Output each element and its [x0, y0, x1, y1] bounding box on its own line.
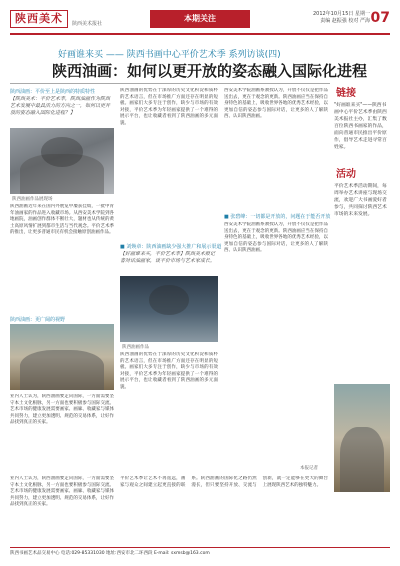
portrait-photo [10, 128, 114, 194]
article-author: 本报记者 [300, 466, 318, 471]
masthead-divider [10, 33, 390, 35]
right-subhead: ■ 张碧峰：一切都是开放的，问题在于能否开放 [224, 214, 331, 220]
artwork-photo [120, 276, 218, 342]
left-lede: 【陕西美术：平价艺术季，陕西油画作为陕西艺术发展中最具活力的方向之一，如何以更开放的姿态融入国际化进程？】 [10, 96, 111, 116]
sidebar-painting [334, 384, 390, 492]
left-section2-head: 陕西油画：更广阔的视野 [10, 317, 66, 323]
photo-caption: 陕西油画作品展现场 [12, 197, 53, 202]
painting-photo [10, 324, 114, 390]
date-line: 2012年10月15日 星期一 [312, 11, 370, 17]
sidebar-event-body: 平价艺术季活动期间，每周举办艺术讲座与现场交流，欢迎广大书画爱好者参与，共同探讨陕西艺术市场的未来发展。 [334, 184, 387, 217]
left-body-2: 业内人士认为，陕西油画要走向国际，一方面需要坚守本土文化根脉，另一方面也要积极参与国际交流。艺术市场的健康发展需要画家、画廊、收藏家与媒体共同努力，建立更加透明、规范的交易体系，让好作品找到真正的买家。 [10, 394, 114, 425]
sidebar [334, 78, 390, 218]
page-number: 07 [370, 10, 390, 26]
mid-body: 陕西油画的优势在于深厚的历史文化积淀和质朴的艺术语言，但在市场推广方面还存在明显的短板。画家们大多专注于创作，缺少与市场的有效对接，平价艺术季为年轻画家提供了一个难得的展示平台，也让收藏者看到了陕西油画的多元面貌。 [120, 352, 218, 390]
bottom-left-body: 业内人士认为，陕西油画要走向国际，一方面需要坚守本土文化根脉，另一方面也要积极参与国际交流。艺术市场的健康发展需要画家、画廊、收藏家与媒体共同努力，建立更加透明、规范的交易体系，让好作品找到真正的买家。 [10, 476, 114, 507]
mid-body-intro: 陕西油画的优势在于深厚的历史文化积淀和质朴的艺术语言，但在市场推广方面还存在明显的短板。画家们大多专注于创作，缺少与市场的有效对接，平价艺术季为年轻画家提供了一个难得的展示平台，也让收藏者看到了陕西油画的多元面貌。 [120, 88, 218, 126]
mid-subhead: ■ 刘焕章：陕西油画缺少强大推广和展示渠道 [120, 244, 222, 250]
issue-date [313, 11, 370, 25]
footer-divider [10, 547, 390, 548]
mid-lede: 【好画谁来买，平价艺术季】陕西美术报记者对话油画家，谈平价市场与艺术家成长。 [120, 251, 216, 264]
left-subhead: 陕西油画：平价至上是陕西的特质特性 [10, 89, 96, 95]
right-body-intro: 西安美术学院油画系教授认为，开放不仅仅是把作品送出去，更在于观念的更新。陕西油画应当在保持自身特色的基础上，吸收世界各地的优秀艺术经验，以更加自信的姿态参与国际对话，让更多的人了解陕西、认识陕西油画。 [224, 88, 328, 119]
series-kicker: 好画谁来买 —— 陕西书画中心平价艺术季 系列访谈(四) [58, 50, 281, 60]
title-divider [10, 83, 330, 84]
sidebar-link-body: "好画谁来买"——陕西书画中心平价艺术季由陕西美术报社主办，汇集了数百位陕西书画家的作品，面向普通市民推出平价原作，倡导艺术走进寻常百姓家。 [334, 103, 387, 150]
page-title: 陕西油画：如何以更开放的姿态融入国际化进程 [52, 62, 368, 80]
masthead [10, 8, 390, 32]
sidebar-link-head: 链接 [336, 88, 356, 99]
sidebar-event-head: 活动 [336, 169, 356, 180]
artwork-caption: 陕西油画作品 [122, 345, 149, 350]
right-body: 西安美术学院油画系教授认为，开放不仅仅是把作品送出去，更在于观念的更新。陕西油画应当在保持自身特色的基础上，吸收世界各地的优秀艺术经验，以更加自信的姿态参与国际对话，让更多的人了解陕西、认识陕西油画。 [224, 222, 328, 253]
newspaper-logo: 陕西美术 [10, 10, 68, 28]
left-body: 陕西油画近年来在国内外展览中屡获佳绩，一批中青年油画家的作品进入收藏市场。从西安美术学院到各地画院，油画创作群体不断壮大，题材也从传统的黄土高原风情扩展到都市生活与当代观念。平价艺术季的推出，让更多普通市民有机会接触原创油画作品。 [10, 204, 114, 235]
section-banner: 本期关注 [150, 10, 250, 28]
editor-line: 责编 赵振强 校对 严海 [320, 18, 370, 24]
bottom-body: 平价艺术季让艺术不再遥远，画家与观众之间建立起更直接的联系。陕西油画的国际化之路仍然漫长，但只要坚持开放、交流与创新，就一定能够在更大的舞台上展现陕西艺术的独特魅力。 [120, 476, 328, 488]
newspaper-subtitle: 陕西美术报社 [72, 21, 103, 27]
page-footer: 陕西书画艺术品交易中心 电话:029-85331030 地址:西安市北二环西段 E-mail: sxmsb@163.com [10, 551, 210, 556]
